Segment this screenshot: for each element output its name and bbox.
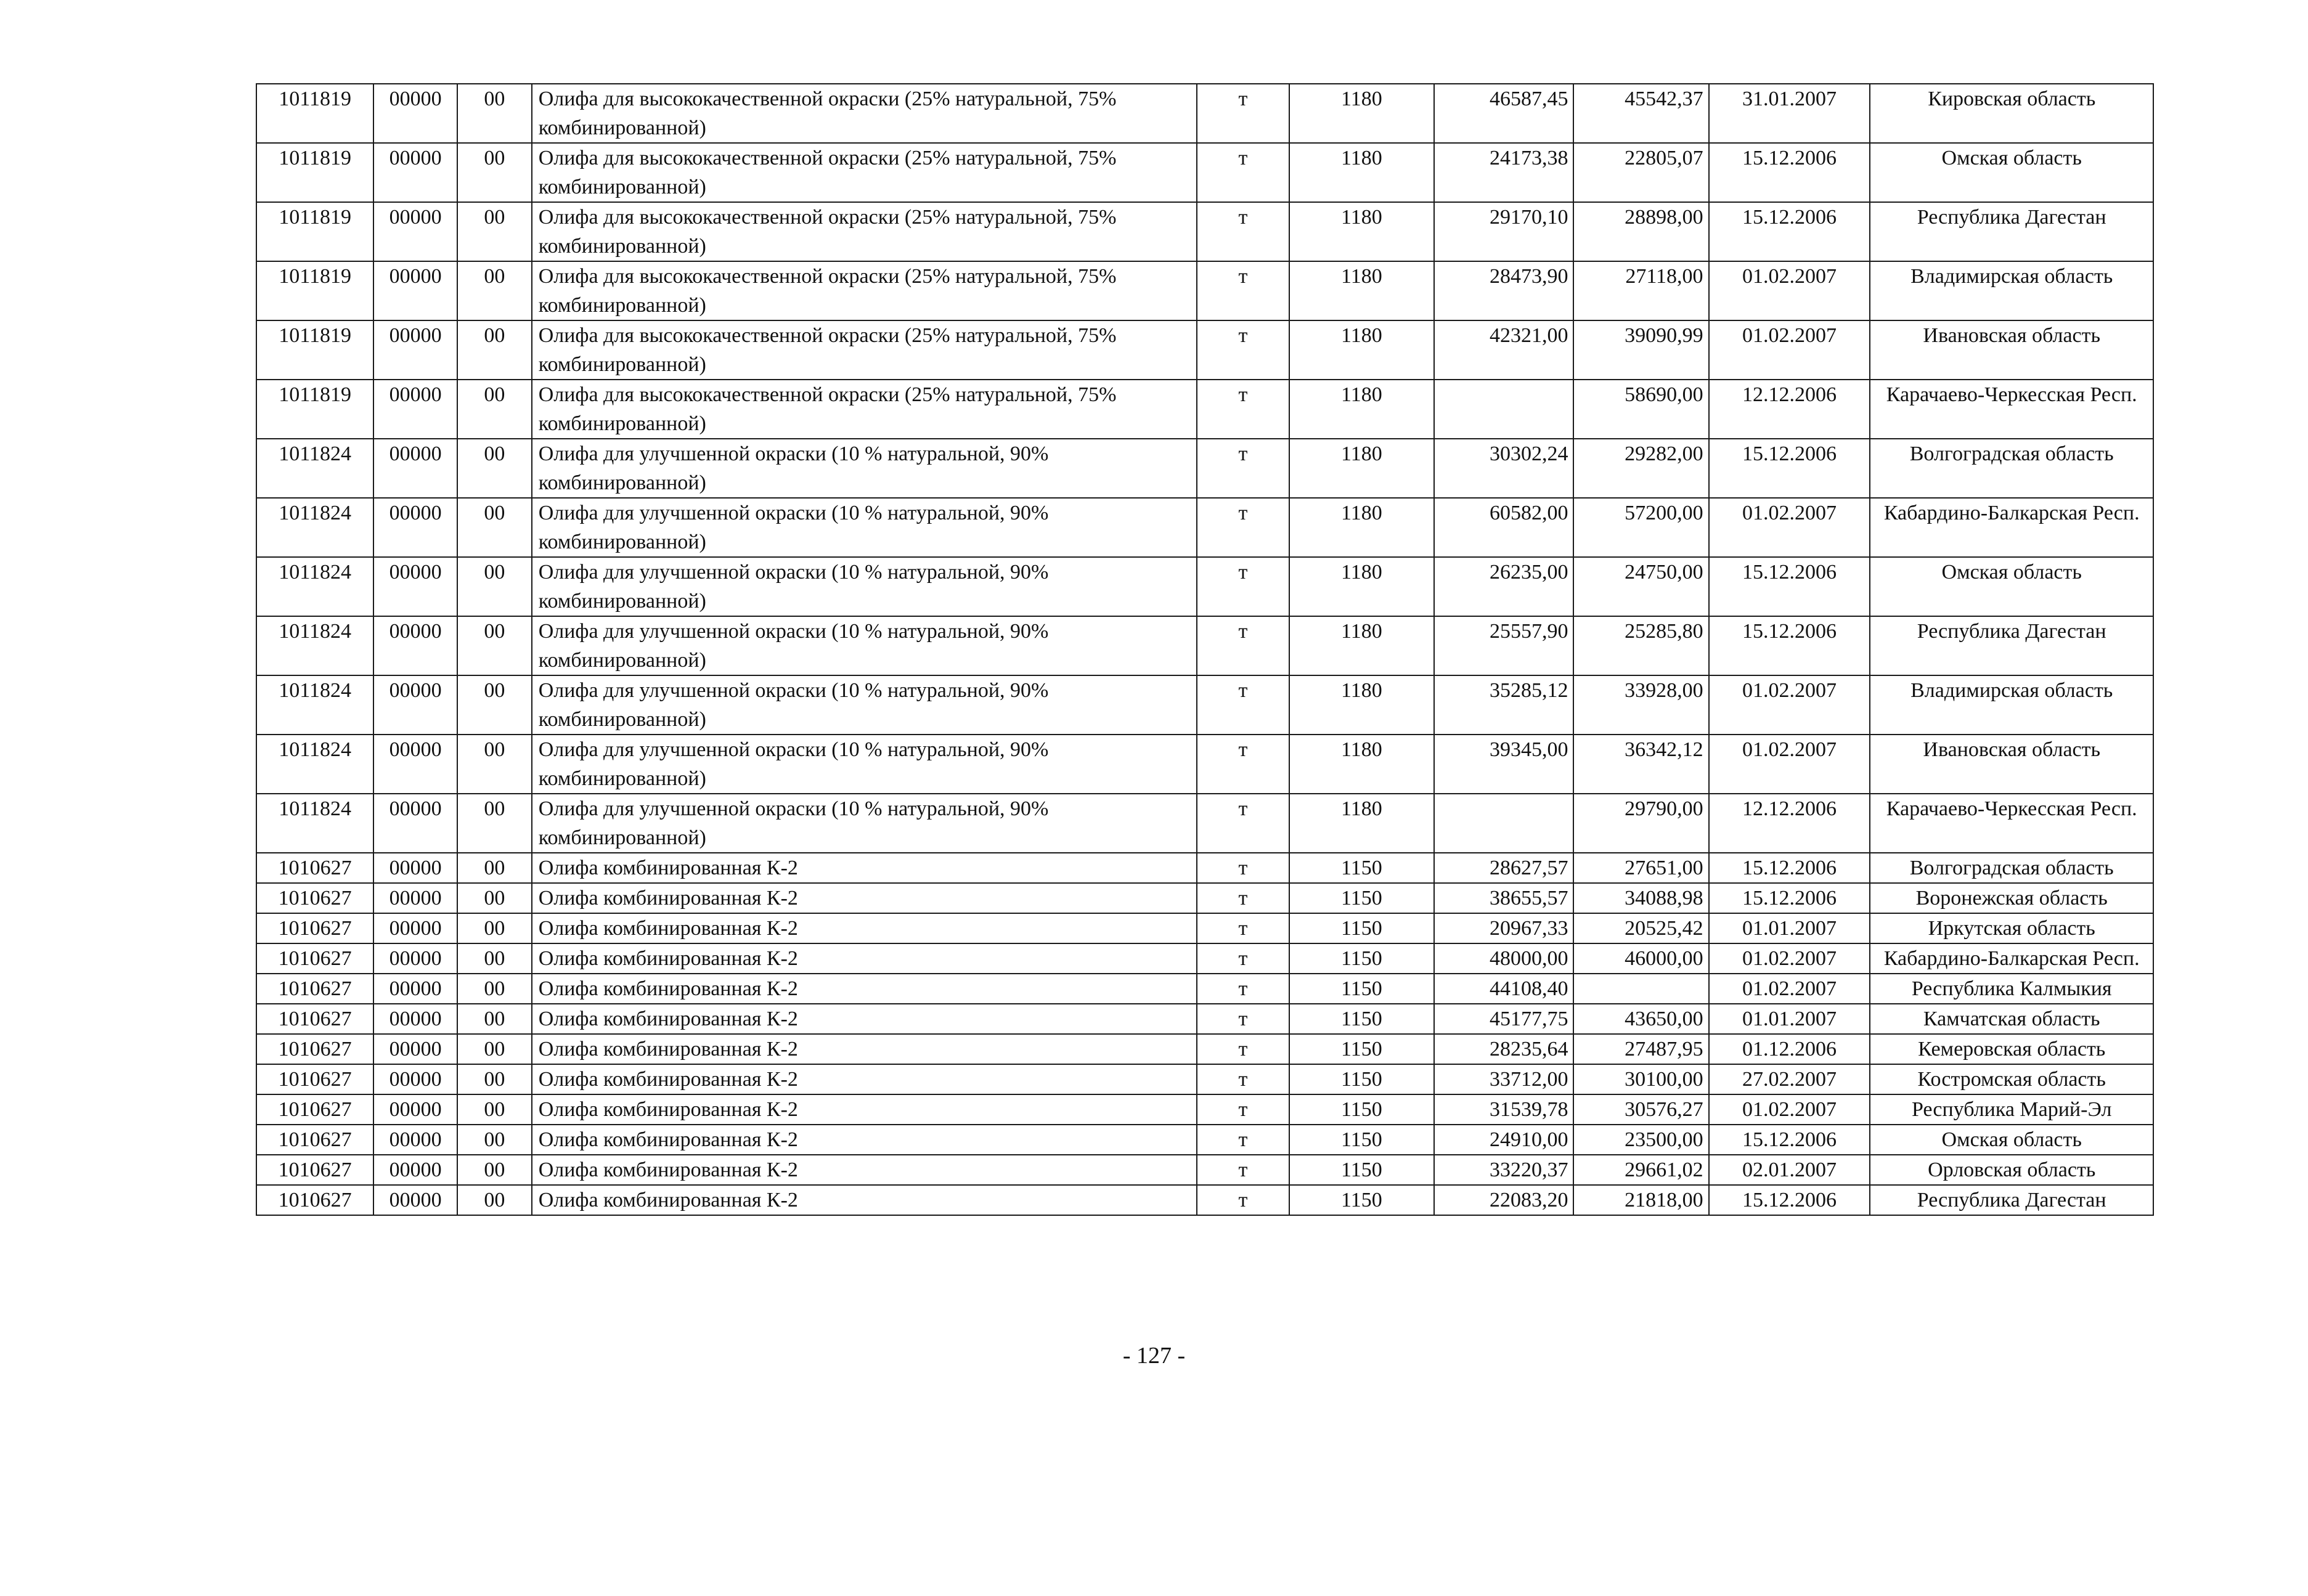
date-cell: 15.12.2006 — [1709, 1125, 1870, 1155]
price-cell: 22805,07 — [1573, 143, 1708, 202]
date-cell: 15.12.2006 — [1709, 1185, 1870, 1215]
resource-name-cell: Олифа комбинированная К-2 — [532, 1004, 1197, 1034]
table-row — [256, 143, 2153, 202]
date-cell: 01.12.2006 — [1709, 1034, 1870, 1064]
unit-cell: т — [1197, 261, 1289, 320]
table-row — [256, 1094, 2153, 1125]
norm-cell: 1180 — [1289, 320, 1434, 380]
norm-cell: 1150 — [1289, 1004, 1434, 1034]
resource-class-cell: 00 — [457, 1185, 532, 1215]
resource-subcode-cell: 00000 — [373, 1125, 457, 1155]
price-with-vat-cell: 38655,57 — [1434, 883, 1574, 913]
date-cell: 12.12.2006 — [1709, 380, 1870, 439]
region-cell: Владимирская область — [1870, 261, 2153, 320]
price-with-vat-cell: 60582,00 — [1434, 498, 1574, 557]
price-cell: 28898,00 — [1573, 202, 1708, 261]
resource-name-cell: Олифа комбинированная К-2 — [532, 853, 1197, 883]
region-cell: Омская область — [1870, 1125, 2153, 1155]
unit-cell: т — [1197, 735, 1289, 794]
date-cell: 01.02.2007 — [1709, 261, 1870, 320]
resource-code-cell: 1011819 — [256, 320, 373, 380]
resource-class-cell: 00 — [457, 143, 532, 202]
price-cell: 25285,80 — [1573, 616, 1708, 675]
price-with-vat-cell: 39345,00 — [1434, 735, 1574, 794]
region-cell: Кабардино-Балкарская Респ. — [1870, 943, 2153, 974]
unit-cell: т — [1197, 1185, 1289, 1215]
price-with-vat-cell: 20967,33 — [1434, 913, 1574, 943]
price-cell: 27651,00 — [1573, 853, 1708, 883]
resource-code-cell: 1011824 — [256, 675, 373, 735]
norm-cell: 1150 — [1289, 943, 1434, 974]
date-cell: 01.01.2007 — [1709, 1004, 1870, 1034]
date-cell: 15.12.2006 — [1709, 616, 1870, 675]
resource-subcode-cell: 00000 — [373, 943, 457, 974]
price-with-vat-cell: 46587,45 — [1434, 84, 1574, 143]
norm-cell: 1180 — [1289, 439, 1434, 498]
norm-cell: 1150 — [1289, 1185, 1434, 1215]
resource-code-cell: 1011824 — [256, 735, 373, 794]
unit-cell: т — [1197, 320, 1289, 380]
resource-subcode-cell: 00000 — [373, 974, 457, 1004]
resource-subcode-cell: 00000 — [373, 1004, 457, 1034]
region-cell: Республика Дагестан — [1870, 1185, 2153, 1215]
resource-name-cell: Олифа для высококачественной окраски (25% натуральной, 75% комбинированной) — [532, 143, 1197, 202]
table-row — [256, 943, 2153, 974]
unit-cell: т — [1197, 84, 1289, 143]
resource-class-cell: 00 — [457, 794, 532, 853]
norm-cell: 1180 — [1289, 735, 1434, 794]
price-with-vat-cell: 28473,90 — [1434, 261, 1574, 320]
resource-subcode-cell: 00000 — [373, 143, 457, 202]
price-with-vat-cell: 28235,64 — [1434, 1034, 1574, 1064]
resource-subcode-cell: 00000 — [373, 1094, 457, 1125]
price-table-body — [256, 84, 2153, 1215]
date-cell: 15.12.2006 — [1709, 143, 1870, 202]
norm-cell: 1180 — [1289, 498, 1434, 557]
price-with-vat-cell: 28627,57 — [1434, 853, 1574, 883]
price-with-vat-cell: 31539,78 — [1434, 1094, 1574, 1125]
norm-cell: 1150 — [1289, 974, 1434, 1004]
unit-cell: т — [1197, 143, 1289, 202]
resource-name-cell: Олифа для улучшенной окраски (10 % натуральной, 90% комбинированной) — [532, 616, 1197, 675]
resource-subcode-cell: 00000 — [373, 498, 457, 557]
resource-subcode-cell: 00000 — [373, 202, 457, 261]
unit-cell: т — [1197, 1034, 1289, 1064]
resource-code-cell: 1010627 — [256, 1034, 373, 1064]
date-cell: 15.12.2006 — [1709, 557, 1870, 616]
table-row — [256, 1155, 2153, 1185]
resource-name-cell: Олифа для улучшенной окраски (10 % натуральной, 90% комбинированной) — [532, 498, 1197, 557]
price-cell: 57200,00 — [1573, 498, 1708, 557]
resource-code-cell: 1010627 — [256, 1155, 373, 1185]
resource-subcode-cell: 00000 — [373, 616, 457, 675]
price-cell: 29661,02 — [1573, 1155, 1708, 1185]
region-cell: Ивановская область — [1870, 320, 2153, 380]
price-with-vat-cell: 26235,00 — [1434, 557, 1574, 616]
region-cell: Орловская область — [1870, 1155, 2153, 1185]
table-row — [256, 974, 2153, 1004]
resource-subcode-cell: 00000 — [373, 794, 457, 853]
resource-code-cell: 1010627 — [256, 974, 373, 1004]
region-cell: Омская область — [1870, 143, 2153, 202]
region-cell: Ивановская область — [1870, 735, 2153, 794]
table-row — [256, 913, 2153, 943]
resource-code-cell: 1010627 — [256, 1125, 373, 1155]
date-cell: 31.01.2007 — [1709, 84, 1870, 143]
unit-cell: т — [1197, 1125, 1289, 1155]
price-cell: 27487,95 — [1573, 1034, 1708, 1064]
table-row — [256, 261, 2153, 320]
table-row — [256, 853, 2153, 883]
region-cell: Кемеровская область — [1870, 1034, 2153, 1064]
unit-cell: т — [1197, 794, 1289, 853]
resource-subcode-cell: 00000 — [373, 380, 457, 439]
price-cell: 58690,00 — [1573, 380, 1708, 439]
resource-name-cell: Олифа для высококачественной окраски (25% натуральной, 75% комбинированной) — [532, 84, 1197, 143]
resource-class-cell: 00 — [457, 439, 532, 498]
region-cell: Костромская область — [1870, 1064, 2153, 1094]
unit-cell: т — [1197, 616, 1289, 675]
date-cell: 27.02.2007 — [1709, 1064, 1870, 1094]
unit-cell: т — [1197, 202, 1289, 261]
price-cell: 45542,37 — [1573, 84, 1708, 143]
norm-cell: 1150 — [1289, 1034, 1434, 1064]
region-cell: Воронежская область — [1870, 883, 2153, 913]
resource-name-cell: Олифа комбинированная К-2 — [532, 1034, 1197, 1064]
norm-cell: 1180 — [1289, 557, 1434, 616]
price-with-vat-cell: 24173,38 — [1434, 143, 1574, 202]
table-row — [256, 1034, 2153, 1064]
resource-name-cell: Олифа комбинированная К-2 — [532, 1125, 1197, 1155]
norm-cell: 1150 — [1289, 1094, 1434, 1125]
resource-name-cell: Олифа комбинированная К-2 — [532, 1064, 1197, 1094]
resource-class-cell: 00 — [457, 320, 532, 380]
norm-cell: 1150 — [1289, 1125, 1434, 1155]
price-cell: 29790,00 — [1573, 794, 1708, 853]
resource-subcode-cell: 00000 — [373, 853, 457, 883]
unit-cell: т — [1197, 498, 1289, 557]
resource-code-cell: 1011824 — [256, 616, 373, 675]
norm-cell: 1150 — [1289, 1155, 1434, 1185]
resource-class-cell: 00 — [457, 943, 532, 974]
resource-class-cell: 00 — [457, 1094, 532, 1125]
norm-cell: 1180 — [1289, 616, 1434, 675]
price-cell: 33928,00 — [1573, 675, 1708, 735]
price-cell: 43650,00 — [1573, 1004, 1708, 1034]
region-cell: Владимирская область — [1870, 675, 2153, 735]
price-with-vat-cell: 45177,75 — [1434, 1004, 1574, 1034]
resource-code-cell: 1011819 — [256, 84, 373, 143]
price-with-vat-cell: 48000,00 — [1434, 943, 1574, 974]
resource-code-cell: 1011824 — [256, 794, 373, 853]
resource-code-cell: 1011819 — [256, 261, 373, 320]
date-cell: 01.02.2007 — [1709, 1094, 1870, 1125]
resource-class-cell: 00 — [457, 913, 532, 943]
region-cell: Республика Марий-Эл — [1870, 1094, 2153, 1125]
region-cell: Волгоградская область — [1870, 439, 2153, 498]
page-number: - 127 - — [1122, 1343, 1186, 1369]
resource-name-cell: Олифа для высококачественной окраски (25% натуральной, 75% комбинированной) — [532, 202, 1197, 261]
table-row — [256, 675, 2153, 735]
price-with-vat-cell: 24910,00 — [1434, 1125, 1574, 1155]
price-cell: 27118,00 — [1573, 261, 1708, 320]
norm-cell: 1150 — [1289, 853, 1434, 883]
resource-code-cell: 1010627 — [256, 1094, 373, 1125]
resource-name-cell: Олифа для улучшенной окраски (10 % натуральной, 90% комбинированной) — [532, 557, 1197, 616]
resource-code-cell: 1011819 — [256, 143, 373, 202]
resource-subcode-cell: 00000 — [373, 84, 457, 143]
price-cell: 29282,00 — [1573, 439, 1708, 498]
resource-code-cell: 1011824 — [256, 498, 373, 557]
unit-cell: т — [1197, 1064, 1289, 1094]
resource-code-cell: 1011819 — [256, 380, 373, 439]
unit-cell: т — [1197, 1094, 1289, 1125]
norm-cell: 1180 — [1289, 675, 1434, 735]
resource-name-cell: Олифа комбинированная К-2 — [532, 1185, 1197, 1215]
date-cell: 01.02.2007 — [1709, 320, 1870, 380]
region-cell: Кировская область — [1870, 84, 2153, 143]
price-cell: 21818,00 — [1573, 1185, 1708, 1215]
norm-cell: 1180 — [1289, 261, 1434, 320]
unit-cell: т — [1197, 675, 1289, 735]
table-row — [256, 883, 2153, 913]
date-cell: 12.12.2006 — [1709, 794, 1870, 853]
price-cell — [1573, 974, 1708, 1004]
resource-name-cell: Олифа для улучшенной окраски (10 % натуральной, 90% комбинированной) — [532, 794, 1197, 853]
resource-code-cell: 1011824 — [256, 439, 373, 498]
resource-class-cell: 00 — [457, 202, 532, 261]
date-cell: 01.02.2007 — [1709, 974, 1870, 1004]
resource-class-cell: 00 — [457, 735, 532, 794]
resource-name-cell: Олифа комбинированная К-2 — [532, 1155, 1197, 1185]
norm-cell: 1180 — [1289, 143, 1434, 202]
table-row — [256, 320, 2153, 380]
norm-cell: 1180 — [1289, 380, 1434, 439]
region-cell: Карачаево-Черкесская Респ. — [1870, 794, 2153, 853]
price-cell: 46000,00 — [1573, 943, 1708, 974]
resource-name-cell: Олифа комбинированная К-2 — [532, 1094, 1197, 1125]
unit-cell: т — [1197, 943, 1289, 974]
norm-cell: 1150 — [1289, 913, 1434, 943]
date-cell: 01.02.2007 — [1709, 943, 1870, 974]
resource-subcode-cell: 00000 — [373, 439, 457, 498]
region-cell: Республика Дагестан — [1870, 202, 2153, 261]
date-cell: 02.01.2007 — [1709, 1155, 1870, 1185]
resource-class-cell: 00 — [457, 1125, 532, 1155]
resource-class-cell: 00 — [457, 84, 532, 143]
price-with-vat-cell: 33220,37 — [1434, 1155, 1574, 1185]
resource-class-cell: 00 — [457, 261, 532, 320]
table-row — [256, 380, 2153, 439]
price-cell: 36342,12 — [1573, 735, 1708, 794]
resource-class-cell: 00 — [457, 1004, 532, 1034]
resource-name-cell: Олифа для высококачественной окраски (25% натуральной, 75% комбинированной) — [532, 380, 1197, 439]
resource-class-cell: 00 — [457, 853, 532, 883]
region-cell: Камчатская область — [1870, 1004, 2153, 1034]
price-with-vat-cell: 33712,00 — [1434, 1064, 1574, 1094]
resource-class-cell: 00 — [457, 675, 532, 735]
price-cell: 39090,99 — [1573, 320, 1708, 380]
unit-cell: т — [1197, 974, 1289, 1004]
table-row — [256, 84, 2153, 143]
resource-name-cell: Олифа комбинированная К-2 — [532, 913, 1197, 943]
region-cell: Омская область — [1870, 557, 2153, 616]
resource-name-cell: Олифа для высококачественной окраски (25% натуральной, 75% комбинированной) — [532, 320, 1197, 380]
resource-name-cell: Олифа для улучшенной окраски (10 % натуральной, 90% комбинированной) — [532, 439, 1197, 498]
resource-class-cell: 00 — [457, 1064, 532, 1094]
resource-subcode-cell: 00000 — [373, 320, 457, 380]
resource-class-cell: 00 — [457, 1155, 532, 1185]
date-cell: 15.12.2006 — [1709, 883, 1870, 913]
price-with-vat-cell: 25557,90 — [1434, 616, 1574, 675]
price-with-vat-cell: 44108,40 — [1434, 974, 1574, 1004]
resource-code-cell: 1010627 — [256, 853, 373, 883]
resource-subcode-cell: 00000 — [373, 557, 457, 616]
norm-cell: 1180 — [1289, 202, 1434, 261]
resource-subcode-cell: 00000 — [373, 675, 457, 735]
resource-class-cell: 00 — [457, 498, 532, 557]
table-row — [256, 557, 2153, 616]
table-row — [256, 202, 2153, 261]
unit-cell: т — [1197, 1004, 1289, 1034]
resource-code-cell: 1010627 — [256, 1185, 373, 1215]
resource-subcode-cell: 00000 — [373, 735, 457, 794]
price-with-vat-cell: 22083,20 — [1434, 1185, 1574, 1215]
resource-code-cell: 1010627 — [256, 1064, 373, 1094]
price-with-vat-cell: 42321,00 — [1434, 320, 1574, 380]
date-cell: 15.12.2006 — [1709, 202, 1870, 261]
resource-code-cell: 1010627 — [256, 943, 373, 974]
date-cell: 01.02.2007 — [1709, 675, 1870, 735]
resource-class-cell: 00 — [457, 380, 532, 439]
table-row — [256, 1185, 2153, 1215]
date-cell: 01.01.2007 — [1709, 913, 1870, 943]
table-row — [256, 498, 2153, 557]
region-cell: Республика Дагестан — [1870, 616, 2153, 675]
price-cell: 24750,00 — [1573, 557, 1708, 616]
resource-class-cell: 00 — [457, 616, 532, 675]
resource-name-cell: Олифа комбинированная К-2 — [532, 883, 1197, 913]
norm-cell: 1180 — [1289, 84, 1434, 143]
price-cell: 20525,42 — [1573, 913, 1708, 943]
price-with-vat-cell: 30302,24 — [1434, 439, 1574, 498]
region-cell: Волгоградская область — [1870, 853, 2153, 883]
resource-class-cell: 00 — [457, 883, 532, 913]
date-cell: 15.12.2006 — [1709, 439, 1870, 498]
unit-cell: т — [1197, 853, 1289, 883]
price-cell: 30576,27 — [1573, 1094, 1708, 1125]
resource-class-cell: 00 — [457, 557, 532, 616]
region-cell: Кабардино-Балкарская Респ. — [1870, 498, 2153, 557]
resource-subcode-cell: 00000 — [373, 1155, 457, 1185]
resource-class-cell: 00 — [457, 974, 532, 1004]
resource-subcode-cell: 00000 — [373, 913, 457, 943]
resource-subcode-cell: 00000 — [373, 883, 457, 913]
region-cell: Карачаево-Черкесская Респ. — [1870, 380, 2153, 439]
unit-cell: т — [1197, 380, 1289, 439]
resource-class-cell: 00 — [457, 1034, 532, 1064]
table-row — [256, 439, 2153, 498]
unit-cell: т — [1197, 557, 1289, 616]
resource-name-cell: Олифа для высококачественной окраски (25% натуральной, 75% комбинированной) — [532, 261, 1197, 320]
resource-code-cell: 1011824 — [256, 557, 373, 616]
resource-subcode-cell: 00000 — [373, 1185, 457, 1215]
unit-cell: т — [1197, 913, 1289, 943]
resource-subcode-cell: 00000 — [373, 1064, 457, 1094]
resource-name-cell: Олифа для улучшенной окраски (10 % натуральной, 90% комбинированной) — [532, 735, 1197, 794]
date-cell: 15.12.2006 — [1709, 853, 1870, 883]
price-cell: 30100,00 — [1573, 1064, 1708, 1094]
table-row — [256, 616, 2153, 675]
unit-cell: т — [1197, 883, 1289, 913]
price-with-vat-cell — [1434, 794, 1574, 853]
norm-cell: 1150 — [1289, 1064, 1434, 1094]
resource-code-cell: 1010627 — [256, 1004, 373, 1034]
resource-code-cell: 1010627 — [256, 913, 373, 943]
resource-subcode-cell: 00000 — [373, 1034, 457, 1064]
price-table — [256, 83, 2154, 1216]
region-cell: Республика Калмыкия — [1870, 974, 2153, 1004]
unit-cell: т — [1197, 439, 1289, 498]
resource-code-cell: 1011819 — [256, 202, 373, 261]
price-with-vat-cell: 35285,12 — [1434, 675, 1574, 735]
norm-cell: 1180 — [1289, 794, 1434, 853]
price-cell: 23500,00 — [1573, 1125, 1708, 1155]
date-cell: 01.02.2007 — [1709, 735, 1870, 794]
table-row — [256, 1004, 2153, 1034]
date-cell: 01.02.2007 — [1709, 498, 1870, 557]
norm-cell: 1150 — [1289, 883, 1434, 913]
resource-name-cell: Олифа комбинированная К-2 — [532, 943, 1197, 974]
resource-name-cell: Олифа комбинированная К-2 — [532, 974, 1197, 1004]
region-cell: Иркутская область — [1870, 913, 2153, 943]
unit-cell: т — [1197, 1155, 1289, 1185]
price-with-vat-cell: 29170,10 — [1434, 202, 1574, 261]
resource-name-cell: Олифа для улучшенной окраски (10 % натуральной, 90% комбинированной) — [532, 675, 1197, 735]
resource-subcode-cell: 00000 — [373, 261, 457, 320]
price-with-vat-cell — [1434, 380, 1574, 439]
table-row — [256, 1125, 2153, 1155]
table-row — [256, 1064, 2153, 1094]
price-cell: 34088,98 — [1573, 883, 1708, 913]
table-row — [256, 794, 2153, 853]
resource-code-cell: 1010627 — [256, 883, 373, 913]
table-row — [256, 735, 2153, 794]
